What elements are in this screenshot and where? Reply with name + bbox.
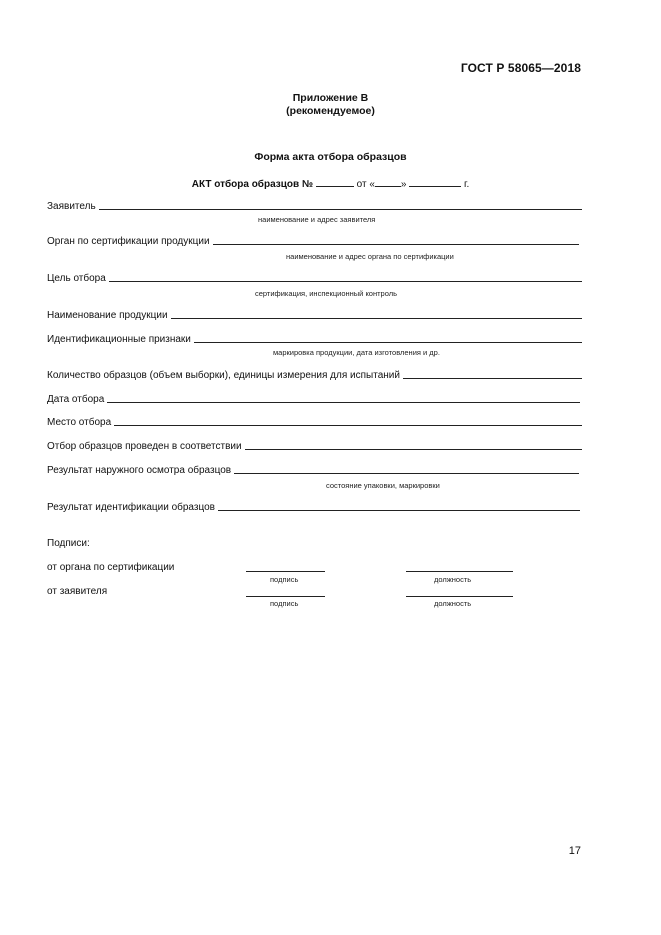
field-input-line[interactable] [99, 209, 582, 210]
signature-hint: подпись [270, 575, 299, 584]
field-input-line[interactable] [213, 244, 579, 245]
field-label: Результат наружного осмотра образцов [47, 465, 232, 476]
field-sampling-conformity [47, 441, 582, 452]
field-input-line[interactable] [194, 342, 582, 343]
field-label: Место отбора [47, 417, 112, 428]
field-label: Количество образцов (объем выборки), единицы измерения для испытаний [47, 370, 400, 381]
appendix-subtitle: (рекомендуемое) [286, 105, 375, 117]
act-quote-close: » [400, 179, 407, 190]
field-input-line[interactable] [403, 378, 582, 379]
field-input-line[interactable] [245, 449, 582, 450]
act-prefix: АКТ отбора образцов № [191, 179, 314, 190]
field-hint: состояние упаковки, маркировки [326, 481, 440, 490]
field-label: Цель отбора [47, 273, 106, 284]
signatures-title: Подписи: [47, 538, 90, 549]
signature-hint: подпись [270, 599, 299, 608]
signature-line[interactable] [246, 596, 325, 597]
field-input-line[interactable] [109, 281, 582, 282]
signature-row-label: от заявителя [47, 586, 108, 597]
field-input-line[interactable] [234, 473, 579, 474]
position-line[interactable] [406, 596, 513, 597]
page-number: 17 [568, 845, 581, 857]
position-line[interactable] [406, 571, 513, 572]
signature-line[interactable] [246, 571, 325, 572]
field-hint: наименование и адрес органа по сертификации [286, 252, 454, 261]
field-input-line[interactable] [218, 510, 580, 511]
act-month-blank[interactable] [409, 177, 461, 187]
field-label: Идентификационные признаки [47, 334, 191, 345]
act-year-suffix: г. [464, 179, 470, 190]
field-input-line[interactable] [114, 425, 582, 426]
field-sample-quantity [47, 370, 582, 381]
act-title-line [0, 177, 661, 190]
position-hint: должность [434, 599, 472, 608]
field-hint: маркировка продукции, дата изготовления и др. [273, 348, 440, 357]
form-title: Форма акта отбора образцов [254, 151, 407, 163]
field-label: Орган по сертификации продукции [47, 236, 210, 247]
field-identification-result [47, 502, 582, 513]
field-label: Дата отбора [47, 394, 105, 405]
signature-row-label: от органа по сертификации [47, 562, 175, 573]
field-label: Отбор образцов проведен в соответствии [47, 441, 242, 452]
act-day-blank[interactable] [375, 177, 401, 187]
field-hint: наименование и адрес заявителя [258, 215, 376, 224]
field-sampling-place [47, 417, 582, 428]
act-from: от « [356, 179, 375, 190]
field-label: Заявитель [47, 201, 96, 212]
field-applicant [47, 201, 582, 212]
field-product-name [47, 310, 582, 321]
field-input-line[interactable] [107, 402, 580, 403]
standard-code: ГОСТ Р 58065—2018 [460, 61, 581, 75]
field-hint: сертификация, инспекционный контроль [255, 289, 398, 298]
act-number-blank[interactable] [316, 177, 354, 187]
field-input-line[interactable] [171, 318, 582, 319]
field-sampling-date [47, 394, 582, 405]
field-certification-body [47, 236, 582, 247]
position-hint: должность [434, 575, 472, 584]
field-sampling-purpose [47, 273, 582, 284]
field-label: Результат идентификации образцов [47, 502, 215, 513]
field-label: Наименование продукции [47, 310, 168, 321]
field-visual-inspection [47, 465, 582, 476]
field-identification [47, 334, 582, 345]
appendix-title: Приложение В [292, 92, 369, 104]
